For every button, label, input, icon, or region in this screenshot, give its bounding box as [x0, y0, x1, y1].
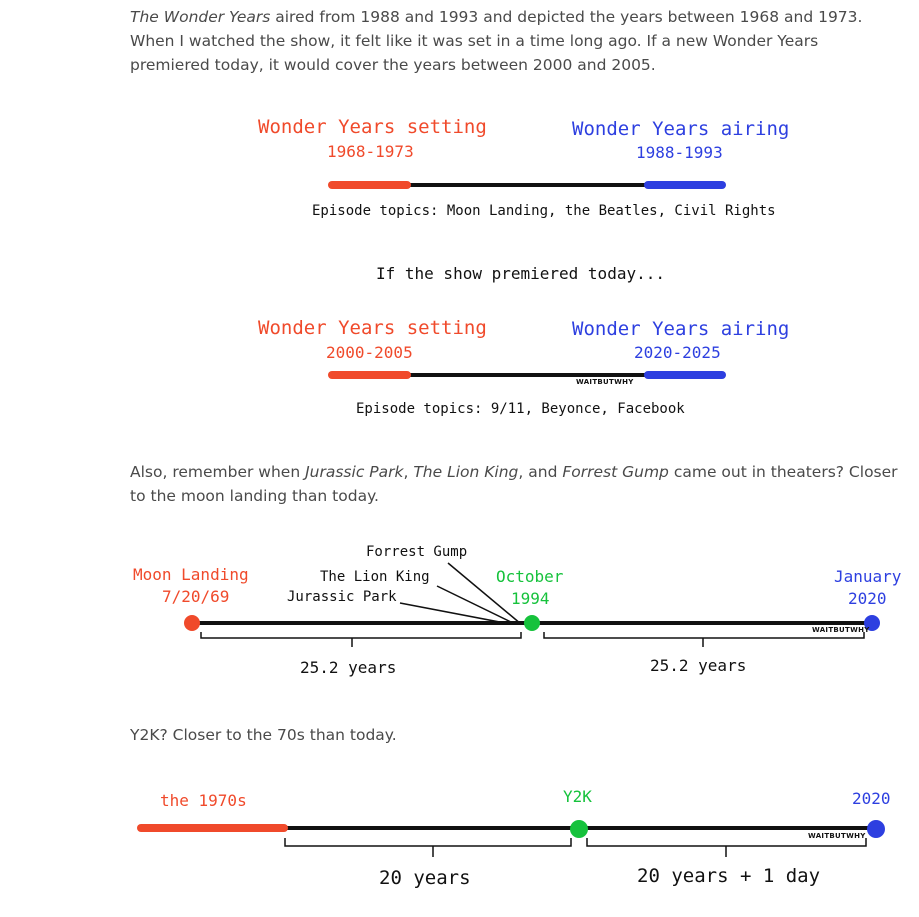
waitbutwhy-watermark-2: WAITBUTWHY: [812, 626, 870, 634]
y2k-label: Y2K: [563, 787, 592, 806]
y2k-text: Y2K? Closer to the 70s than today.: [130, 726, 397, 744]
ml-movie-lion: The Lion King: [320, 569, 430, 585]
wy-airing-years-2: 2020-2025: [634, 343, 721, 362]
wy-setting-years-2: 2000-2005: [326, 343, 413, 362]
wy-airing-label-2: Wonder Years airing: [572, 318, 790, 340]
ml-moon-label: Moon Landing: [133, 565, 249, 584]
movie-lion-king: The Lion King: [413, 463, 519, 481]
y2k-dot: [570, 820, 588, 838]
y2k-1970s-label: the 1970s: [160, 791, 247, 810]
ml-span-left: 25.2 years: [300, 658, 397, 677]
wy-setting-years-1: 1968-1973: [327, 142, 414, 161]
movies-text-pre: Also, remember when: [130, 463, 306, 481]
y2k-2020-label: 2020: [852, 789, 891, 808]
movie-jurassic-park: Jurassic Park: [305, 463, 404, 481]
movies-text-post: came out in theaters? Closer to the moon landing than today.: [130, 463, 898, 505]
y2k-2020-dot: [867, 820, 885, 838]
wy-setting-label-2: Wonder Years setting: [258, 317, 487, 339]
ml-span-right: 25.2 years: [650, 656, 747, 675]
intro-text: aired from 1988 and 1993 and depicted the years between 1968 and 1973. When I watched the show, it felt like it was set in a time long ago. If a new Wonder Years premiered today, it would cover the years between 2000 and 2005.: [130, 8, 863, 74]
ml-october-label: October: [496, 567, 564, 586]
ml-january-year: 2020: [848, 589, 887, 608]
wy-airing-years-1: 1988-1993: [636, 143, 723, 162]
wy-topics-2: Episode topics: 9/11, Beyonce, Facebook: [356, 401, 685, 417]
y2k-span-right: 20 years + 1 day: [637, 865, 821, 887]
ml-movie-jurassic: Jurassic Park: [287, 589, 397, 605]
y2k-bracket-left: [285, 838, 571, 857]
show-title: The Wonder Years: [130, 8, 271, 26]
wy-setting-label-1: Wonder Years setting: [258, 116, 487, 138]
y2k-span-left: 20 years: [379, 867, 471, 889]
y2k-bracket-right: [587, 838, 866, 857]
premiere-caption: If the show premiered today...: [376, 264, 665, 283]
movies-sep-2: , and: [518, 463, 563, 481]
movie-forrest-gump: Forrest Gump: [562, 463, 669, 481]
ml-moon-date: 7/20/69: [162, 587, 230, 606]
ml-october-year: 1994: [511, 589, 550, 608]
waitbutwhy-watermark-3: WAITBUTWHY: [808, 832, 866, 840]
ml-january-label: January: [834, 567, 902, 586]
wy-airing-label-1: Wonder Years airing: [572, 118, 790, 140]
ml-movie-forrest: Forrest Gump: [366, 544, 468, 560]
waitbutwhy-watermark-1: WAITBUTWHY: [576, 378, 634, 386]
movies-sep-1: ,: [403, 463, 414, 481]
wy-topics-1: Episode topics: Moon Landing, the Beatles, Civil Rights: [312, 203, 776, 219]
